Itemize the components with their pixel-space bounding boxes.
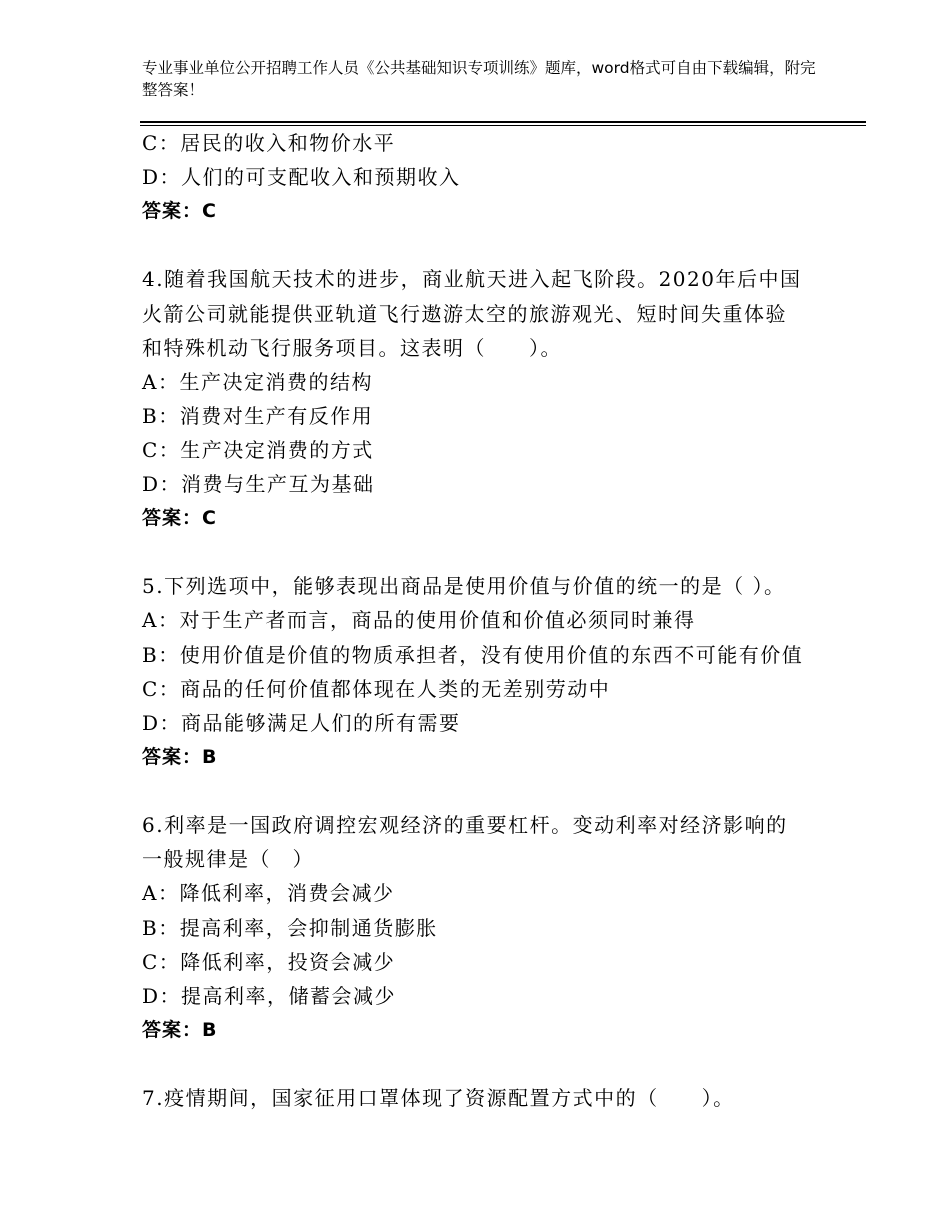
option-d: D：人们的可支配收入和预期收入 (142, 165, 461, 189)
option-c: C：降低利率，投资会减少 (142, 950, 396, 974)
question-text: 火箭公司就能提供亚轨道飞行遨游太空的旅游观光、短时间失重体验 (142, 302, 787, 326)
question-text: 7.疫情期间，国家征用口罩体现了资源配置方式中的（ ）。 (142, 1086, 735, 1110)
option-b: B：消费对生产有反作用 (142, 404, 374, 428)
option-c: C：居民的收入和物价水平 (142, 131, 396, 155)
option-a: A：生产决定消费的结构 (142, 370, 373, 394)
option-d: D：商品能够满足人们的所有需要 (142, 711, 461, 735)
option-b: B：使用价值是价值的物质承担者，没有使用价值的东西不可能有价值 (142, 643, 804, 667)
question-text: 4.随着我国航天技术的进步，商业航天进入起飞阶段。2020年后中国 (142, 267, 802, 291)
option-c: C：商品的任何价值都体现在人类的无差别劳动中 (142, 677, 611, 701)
option-d: D：提高利率，储蓄会减少 (142, 984, 397, 1008)
option-d: D：消费与生产互为基础 (142, 472, 375, 496)
header-divider-bottom (140, 125, 866, 126)
question-text: 一般规律是（ ） (142, 847, 314, 871)
option-c: C：生产决定消费的方式 (142, 438, 374, 462)
header-divider-top (140, 121, 866, 123)
option-b: B：提高利率，会抑制通货膨胀 (142, 916, 438, 940)
answer: 答案：B (142, 1019, 218, 1041)
option-a: A：降低利率，消费会减少 (142, 881, 395, 905)
option-a: A：对于生产者而言，商品的使用价值和价值必须同时兼得 (142, 608, 696, 632)
question-text: 和特殊机动飞行服务项目。这表明（ ）。 (142, 336, 562, 360)
question-text: 5.下列选项中，能够表现出商品是使用价值与价值的统一的是（ ）。 (142, 574, 786, 598)
answer: 答案：C (142, 507, 217, 529)
document-header: 专业事业单位公开招聘工作人员《公共基础知识专项训练》题库，word格式可自由下载编辑，附完整答案！ (142, 59, 816, 99)
answer: 答案：C (142, 200, 217, 222)
question-text: 6.利率是一国政府调控宏观经济的重要杠杆。变动利率对经济影响的 (142, 813, 788, 837)
answer: 答案：B (142, 746, 218, 768)
